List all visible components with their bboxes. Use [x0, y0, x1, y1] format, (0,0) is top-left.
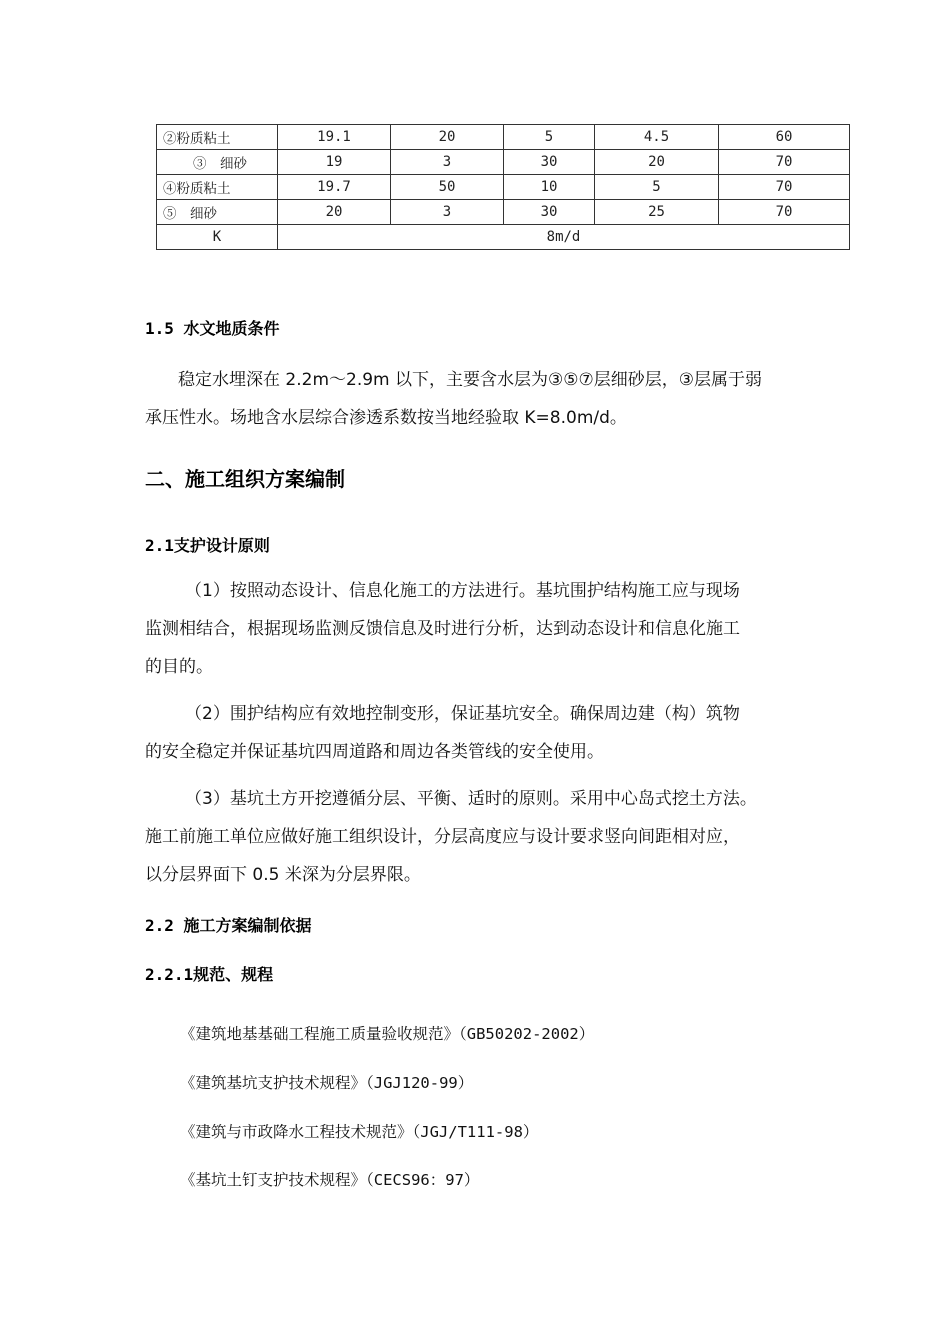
- standard-reference: 《建筑与市政降水工程技术规范》（JGJ/T111-98）: [180, 1123, 539, 1141]
- standard-reference: 《建筑地基基础工程施工质量验收规范》（GB50202-2002）: [180, 1025, 595, 1043]
- paragraph-line: 稳定水埋深在 2.2m～2.9m 以下，主要含水层为③⑤⑦层细砂层，③层属于弱: [178, 370, 762, 390]
- section-heading: 2.2.1规范、规程: [145, 965, 274, 984]
- table-cell: 4.5: [595, 125, 719, 150]
- table-cell: 3: [391, 150, 504, 175]
- section-heading: 2.1支护设计原则: [145, 536, 270, 555]
- table-cell: 3: [391, 200, 504, 225]
- table-row: [157, 175, 850, 200]
- table-cell: 5: [595, 175, 719, 200]
- table-cell: 30: [504, 200, 595, 225]
- chapter-heading: 二、施工组织方案编制: [145, 467, 345, 491]
- paragraph-line: 的目的。: [145, 657, 213, 677]
- table-row: [157, 225, 850, 250]
- paragraph: [145, 572, 835, 686]
- paragraph-line: （2）围护结构应有效地控制变形，保证基坑安全。确保周边建（构）筑物: [185, 704, 740, 724]
- section-heading: 1.5 水文地质条件: [145, 319, 280, 338]
- table-cell: 19.1: [278, 125, 391, 150]
- table-cell: 60: [719, 125, 850, 150]
- paragraph-line: 承压性水。场地含水层综合渗透系数按当地经验取 K=8.0m/d。: [145, 408, 627, 428]
- soil-parameter-table: [156, 124, 850, 250]
- soil-layer-name: ⑤ 细砂: [157, 200, 278, 225]
- table-row: [157, 125, 850, 150]
- paragraph-line: 监测相结合，根据现场监测反馈信息及时进行分析，达到动态设计和信息化施工: [145, 619, 740, 639]
- table-cell: 25: [595, 200, 719, 225]
- section-heading: 2.2 施工方案编制依据: [145, 916, 312, 935]
- soil-layer-name: ③ 细砂: [157, 150, 278, 175]
- table-cell: 20: [278, 200, 391, 225]
- table-cell: 5: [504, 125, 595, 150]
- permeability-value: 8m/d: [278, 225, 850, 250]
- table-cell: 30: [504, 150, 595, 175]
- table-cell: 70: [719, 175, 850, 200]
- table-cell: 10: [504, 175, 595, 200]
- table-cell: 50: [391, 175, 504, 200]
- table-cell: 20: [595, 150, 719, 175]
- soil-layer-name: ④粉质粘土: [157, 175, 278, 200]
- standard-reference: 《基坑土钉支护技术规程》（CECS96：97）: [180, 1171, 480, 1189]
- paragraph-line: 以分层界面下 0.5 米深为分层界限。: [145, 865, 421, 885]
- table-cell: 70: [719, 200, 850, 225]
- table-cell: 70: [719, 150, 850, 175]
- paragraph-line: （3）基坑土方开挖遵循分层、平衡、适时的原则。采用中心岛式挖土方法。: [185, 789, 757, 809]
- table-row: [157, 150, 850, 175]
- table-row: [157, 200, 850, 225]
- table-cell: 19.7: [278, 175, 391, 200]
- paragraph: [145, 695, 835, 771]
- standard-reference: 《建筑基坑支护技术规程》（JGJ120-99）: [180, 1074, 474, 1092]
- permeability-label: K: [157, 225, 278, 250]
- soil-layer-name: ②粉质粘土: [157, 125, 278, 150]
- paragraph-line: 的安全稳定并保证基坑四周道路和周边各类管线的安全使用。: [145, 742, 604, 762]
- paragraph-line: （1）按照动态设计、信息化施工的方法进行。基坑围护结构施工应与现场: [185, 581, 740, 601]
- table-cell: 19: [278, 150, 391, 175]
- table-cell: 20: [391, 125, 504, 150]
- paragraph: [145, 780, 835, 894]
- paragraph-line: 施工前施工单位应做好施工组织设计，分层高度应与设计要求竖向间距相对应，: [145, 827, 740, 847]
